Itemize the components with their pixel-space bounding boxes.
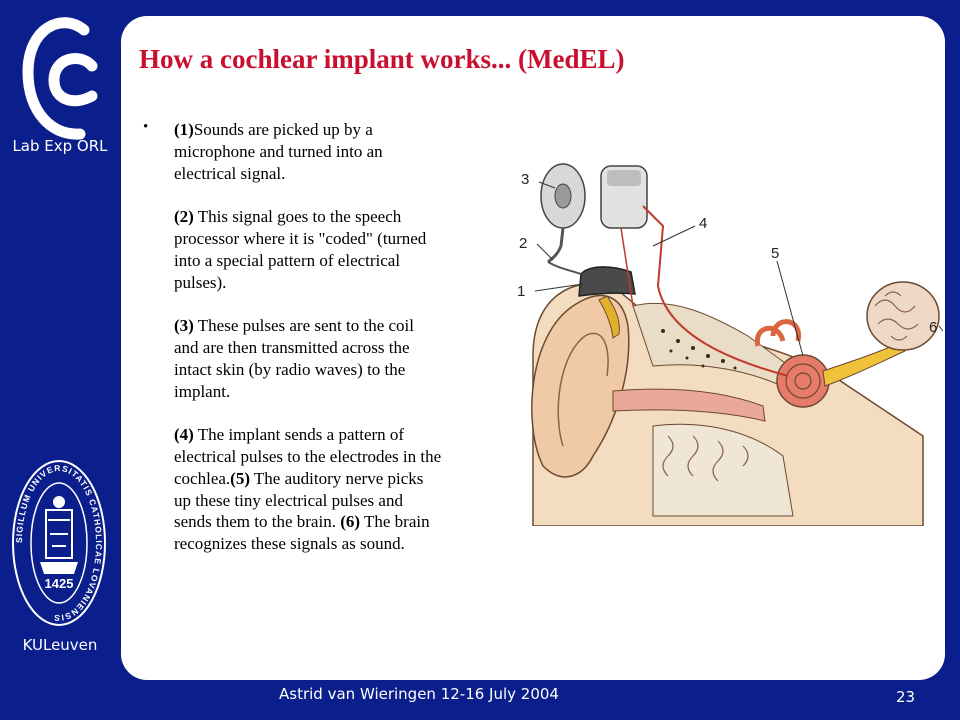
step-2-paragraph <box>174 206 442 293</box>
step-number: (6) <box>340 512 361 532</box>
step-1-paragraph <box>174 119 442 184</box>
speech-processor <box>579 267 635 296</box>
slide-title: How a cochlear implant works... (MedEL) <box>139 44 625 74</box>
callout-5: 5 <box>771 245 780 262</box>
kuleuven-seal <box>10 458 108 628</box>
step-number: (1) <box>174 120 194 139</box>
bullet-dot: • <box>143 119 149 135</box>
sidebar <box>0 0 120 720</box>
seal-inscription: SIGILLUM UNIVERSITATIS CATHOLICAE LOVANIENSIS <box>13 462 105 624</box>
step-text: This signal goes to the speech processor where it is "coded" (turned into a special pattern of electrical pulses). <box>174 207 427 292</box>
lab-exp-orl-logo <box>22 14 104 140</box>
step-text: The brain recognizes these signals as sound. <box>174 512 430 554</box>
bullet-text <box>174 119 442 555</box>
step-text: The auditory nerve picks up these tiny electrical pulses and sends them to the brain. <box>174 468 424 532</box>
callout-4: 4 <box>699 215 708 232</box>
slide-panel <box>121 16 945 680</box>
page-number: 23 <box>896 688 916 706</box>
seal-year: 1425 <box>44 576 74 591</box>
step-number: (5) <box>230 468 250 488</box>
step-number: (3) <box>174 316 194 336</box>
step-number: (4) <box>174 425 194 445</box>
step-3-paragraph <box>174 315 442 402</box>
callout-3: 3 <box>521 171 530 188</box>
step-text: Sounds are picked up by a microphone and turned into an electrical signal. <box>174 120 383 183</box>
cochlea <box>777 355 829 407</box>
svg-text:SIGILLUM UNIVERSITATIS CATHOLI <box>14 463 104 623</box>
step-number: (2) <box>174 207 194 227</box>
step-text: The implant sends a pattern of electrical pulses to the electrodes in the cochlea. <box>174 425 442 488</box>
callout-6: 6 <box>929 319 938 336</box>
semicircular-canals <box>757 322 798 346</box>
footer-presenter: Astrid van Wieringen 12-16 July 2004 <box>279 685 559 703</box>
callout-1: 1 <box>517 283 526 300</box>
brain <box>867 282 939 350</box>
kuleuven-label: KULeuven <box>22 636 98 654</box>
step-4-6-paragraph <box>174 424 442 555</box>
lab-exp-orl-label: Lab Exp ORL <box>12 137 108 155</box>
callout-2: 2 <box>519 235 528 252</box>
step-text: These pulses are sent to the coil and are then transmitted across the intact skin (by radio waves) to the implant. <box>174 316 414 401</box>
cochlear-implant-illustration <box>503 136 943 526</box>
